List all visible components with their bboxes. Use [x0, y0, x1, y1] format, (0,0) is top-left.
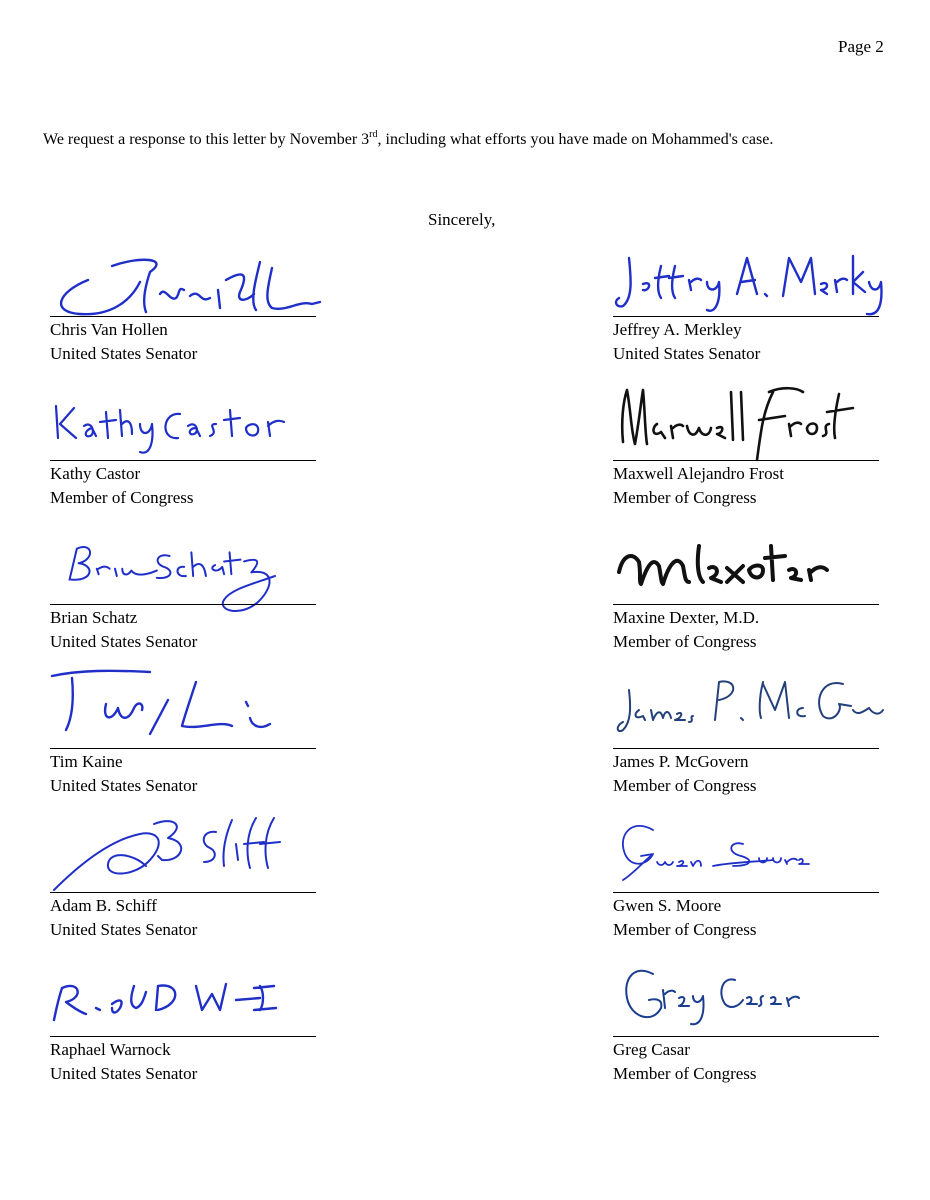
signatory-name: Brian Schatz [50, 608, 138, 627]
signature-merkley [613, 228, 883, 328]
signature-block-schiff [50, 824, 320, 964]
signatory-name: Greg Casar [613, 1040, 690, 1059]
signature-moore [613, 804, 883, 904]
request-text-start: We request a response to this letter by November 3 [43, 131, 370, 148]
signatory-name: Gwen S. Moore [613, 896, 722, 915]
signature-kaine [50, 660, 320, 760]
signature-block-dexter [613, 536, 883, 676]
signature-castor [50, 372, 320, 472]
signatory-title: United States Senator [50, 344, 198, 363]
request-text-end: , including what efforts you have made on Mohammed's case. [377, 131, 774, 148]
signature-block-merkley [613, 248, 883, 388]
signatory-name: Tim Kaine [50, 752, 123, 771]
signatory-name: Jeffrey A. Merkley [613, 320, 742, 339]
signature-block-mcgovern [613, 680, 883, 820]
signatory-name: Adam B. Schiff [50, 896, 157, 915]
signatory-title: United States Senator [50, 1064, 198, 1083]
signature-mcgovern [613, 660, 883, 760]
signature-line [50, 748, 316, 749]
signatory-title: United States Senator [50, 632, 198, 651]
signatory-title: Member of Congress [50, 488, 194, 507]
signatory-title: Member of Congress [613, 920, 757, 939]
signature-dexter [613, 516, 883, 616]
closing-salutation: Sincerely, [428, 210, 496, 229]
signature-block-schatz [50, 536, 320, 676]
signature-casar [613, 948, 883, 1048]
signatory-title: United States Senator [50, 776, 198, 795]
signature-block-van-hollen [50, 248, 320, 388]
signature-line [613, 604, 879, 605]
signature-block-castor [50, 392, 320, 532]
signature-block-kaine [50, 680, 320, 820]
signature-warnock [50, 948, 320, 1048]
signature-line [613, 316, 879, 317]
signature-line [50, 604, 316, 605]
signatory-name: James P. McGovern [613, 752, 749, 771]
signature-line [613, 1036, 879, 1037]
signature-line [50, 316, 316, 317]
signature-block-casar [613, 968, 883, 1108]
signature-block-moore [613, 824, 883, 964]
signature-block-warnock [50, 968, 320, 1108]
signatory-title: Member of Congress [613, 1064, 757, 1083]
signatory-name: Maxine Dexter, M.D. [613, 608, 760, 627]
signature-line [50, 892, 316, 893]
signatory-title: Member of Congress [613, 488, 757, 507]
signature-block-frost [613, 392, 883, 532]
signature-line [50, 1036, 316, 1037]
request-paragraph [43, 131, 903, 149]
signatory-title: United States Senator [50, 920, 198, 939]
signatory-name: Chris Van Hollen [50, 320, 168, 339]
signature-line [50, 460, 316, 461]
signatory-name: Raphael Warnock [50, 1040, 171, 1059]
signatory-title: Member of Congress [613, 632, 757, 651]
page-number: Page 2 [838, 37, 884, 56]
signature-frost [613, 372, 883, 472]
signatory-title: Member of Congress [613, 776, 757, 795]
signature-line [613, 748, 879, 749]
signatory-title: United States Senator [613, 344, 761, 363]
signatory-name: Maxwell Alejandro Frost [613, 464, 784, 483]
signature-line [613, 460, 879, 461]
ordinal-suffix: rd [369, 129, 378, 140]
signature-schatz [50, 516, 320, 616]
signature-schiff [50, 804, 320, 904]
signatory-name: Kathy Castor [50, 464, 141, 483]
signature-line [613, 892, 879, 893]
